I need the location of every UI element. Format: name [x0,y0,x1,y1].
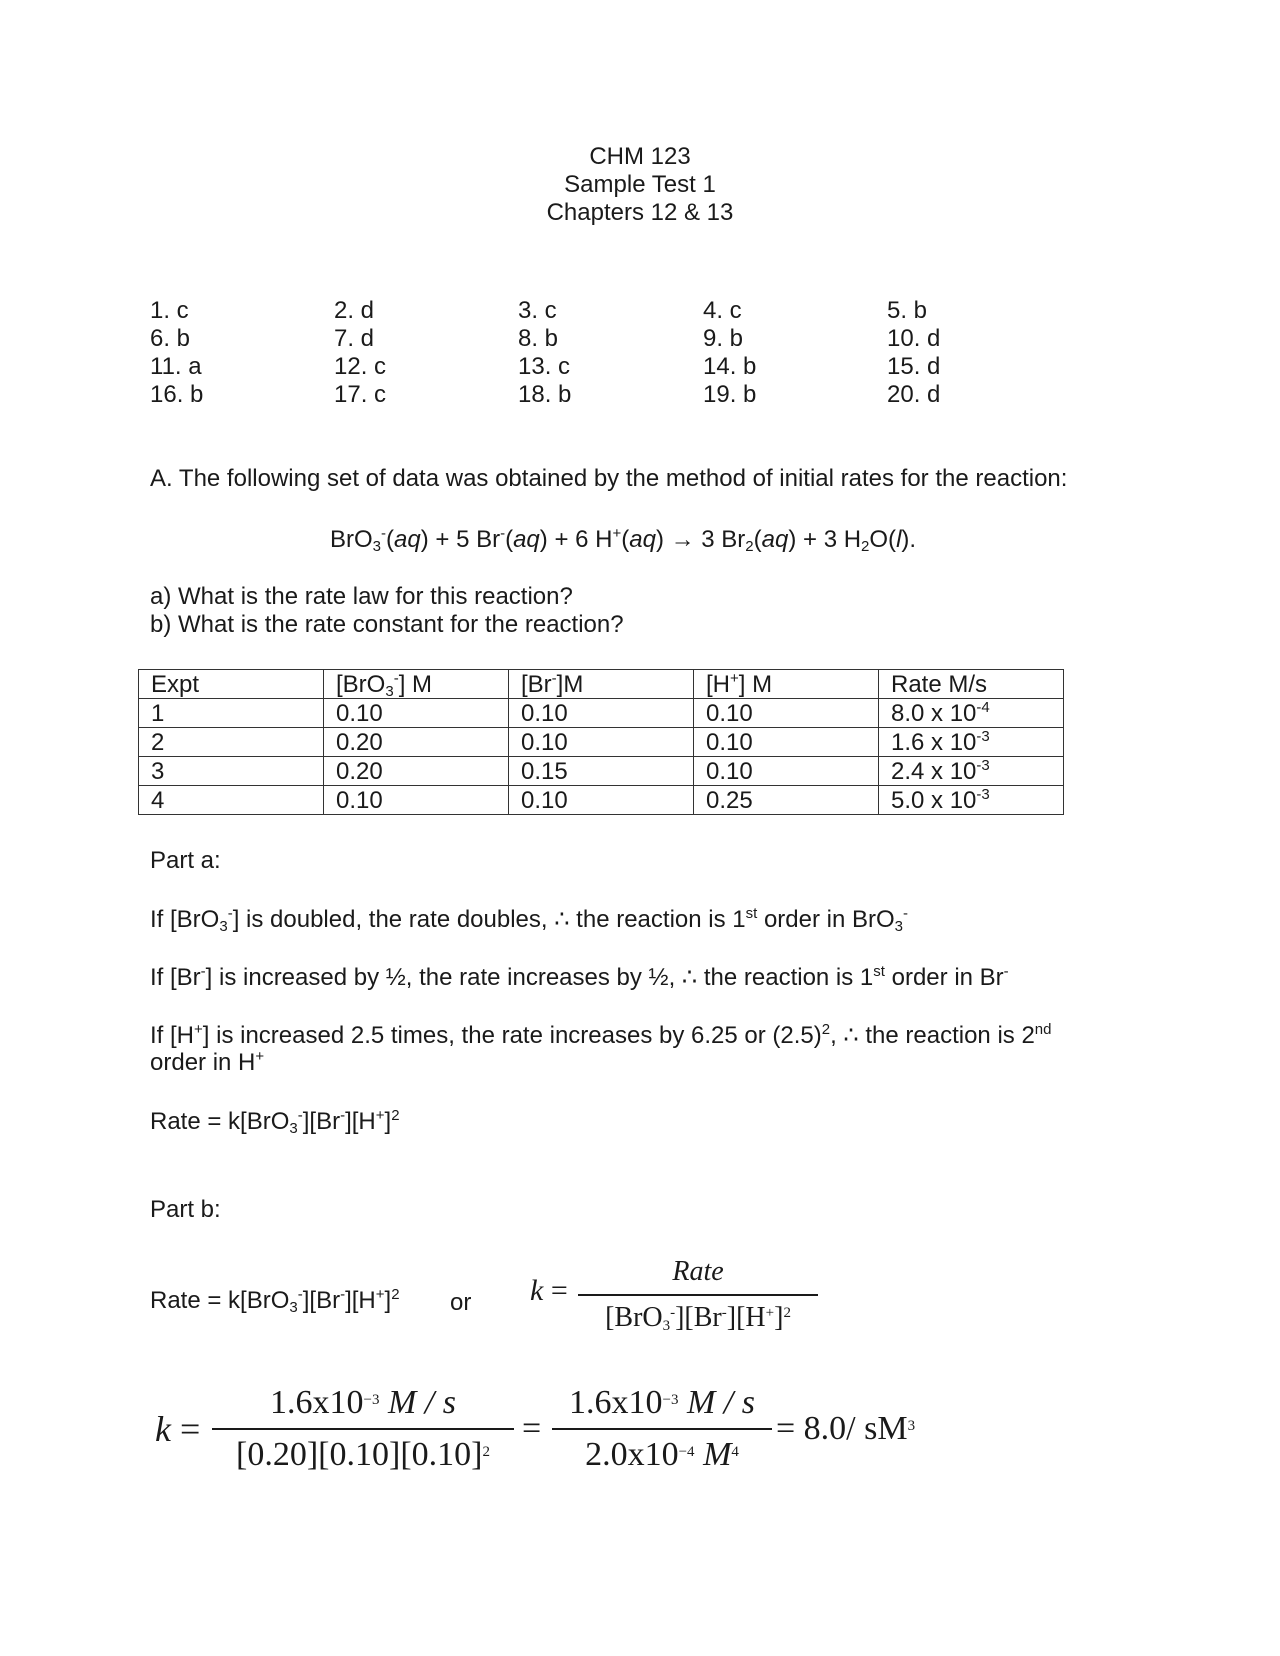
k-symbol-2: k = [155,1409,201,1449]
k-calc-den-1: $[0.20][0.10][0.10]^2$ [236,1436,490,1473]
part-a-line-3-cont: order in H+ [150,1048,265,1076]
table-cell: 0.20 [324,728,509,757]
part-a-label: Part a: [150,847,221,874]
table-row [139,699,1064,728]
table-cell: 0.10 [324,786,509,815]
table-header-row [139,670,1064,699]
part-a-line-1: If [BrO$_3$-] is doubled, the rate doubles, ∴ the reaction is 1st order in BrO$_3$- [150,905,909,935]
part-b-label: Part b: [150,1196,221,1223]
answer-item: 9. b [703,325,744,352]
answer-item: 11. a [150,353,202,380]
k-result: = 8.0/ $sM^3$ [776,1410,916,1447]
answer-item: 20. d [887,381,941,408]
k-calc-num-2: $1.6x10^{-3}$ M / s [552,1384,772,1430]
answer-item: 7. d [334,325,375,352]
rate-law-a: Rate = $k[BrO_3^-][Br^-][H^+]^2$ [150,1107,400,1137]
table-cell: 0.20 [324,757,509,786]
table-header: [Br-]M [509,670,694,699]
k-formula-denominator: $[BrO_3^-][Br^-][H^+]^2$ [605,1302,791,1334]
table-cell: 2 [139,728,324,757]
table-row [139,757,1064,786]
table-cell: 1 [139,699,324,728]
answer-item: 4. c [703,297,742,324]
answer-item: 14. b [703,353,757,380]
k-formula-numerator: Rate [578,1256,818,1296]
question-b: b) What is the rate constant for the reaction? [150,611,624,638]
table-cell: 4 [139,786,324,815]
table-cell: 0.10 [509,699,694,728]
k-formula-fraction [578,1256,818,1334]
answer-item: 18. b [518,381,572,408]
k-calc-fraction-2 [552,1384,772,1474]
chapters-title: Chapters 12 & 13 [546,199,734,226]
answer-item: 17. c [334,381,387,408]
table-cell: 0.15 [509,757,694,786]
k-calc-den-2: $2.0x10^{-4}$ $M^4$ [585,1436,739,1473]
part-a-line-2: If [Br-] is increased by ½, the rate increases by ½, ∴ the reaction is 1st order in Br- [150,963,1009,991]
k-calc-fraction-1 [212,1384,514,1474]
table-header: Rate M/s [879,670,1064,699]
answer-item: 8. b [518,325,559,352]
answer-item: 10. d [887,325,941,352]
table-cell: 8.0 x $10^{-4}$ [879,699,1064,728]
table-header: [BrO$_3$-] M [324,670,509,699]
table-row [139,786,1064,815]
question-a: a) What is the rate law for this reaction? [150,583,573,610]
rate-law-b: Rate = $k[BrO_3^-][Br^-][H^+]^2$ [150,1286,400,1316]
table-cell: 0.10 [694,699,879,728]
part-a-line-3: If [H+] is increased 2.5 times, the rate increases by 6.25 or $(2.5)^2$, ∴ the reaction is 2nd [150,1021,1052,1049]
rate-data-table [138,669,1064,815]
k-symbol-1: k = [530,1274,568,1307]
test-title: Sample Test 1 [564,171,716,198]
table-cell: 0.10 [509,786,694,815]
problem-intro: A. The following set of data was obtained by the method of initial rates for the reaction: [150,465,1068,492]
equals-sign: = [522,1410,542,1447]
answer-item: 15. d [887,353,941,380]
table-row [139,728,1064,757]
course-title: CHM 123 [589,143,691,170]
table-cell: 3 [139,757,324,786]
answer-item: 2. d [334,297,375,324]
answer-item: 12. c [334,353,387,380]
answer-item: 16. b [150,381,204,408]
table-cell: 1.6 x $10^{-3}$ [879,728,1064,757]
k-calc-num-1: $1.6x10^{-3}$ M / s [212,1384,514,1430]
table-cell: 0.10 [324,699,509,728]
table-header: Expt [139,670,324,699]
answer-item: 5. b [887,297,928,324]
answer-item: 6. b [150,325,191,352]
answer-item: 13. c [518,353,571,380]
table-cell: 0.10 [509,728,694,757]
table-cell: 0.25 [694,786,879,815]
answer-item: 1. c [150,297,189,324]
table-cell: 5.0 x $10^{-3}$ [879,786,1064,815]
reaction-equation: BrO$_3$-(aq) + 5 Br-(aq) + 6 H+(aq) → 3 $Br_2(aq) + 3$ $H_2O(l)$. [330,525,917,555]
answer-item: 3. c [518,297,557,324]
table-cell: 0.10 [694,728,879,757]
table-cell: 0.10 [694,757,879,786]
answer-item: 19. b [703,381,757,408]
table-cell: 2.4 x $10^{-3}$ [879,757,1064,786]
table-header: [H+] M [694,670,879,699]
or-text: or [450,1289,472,1316]
